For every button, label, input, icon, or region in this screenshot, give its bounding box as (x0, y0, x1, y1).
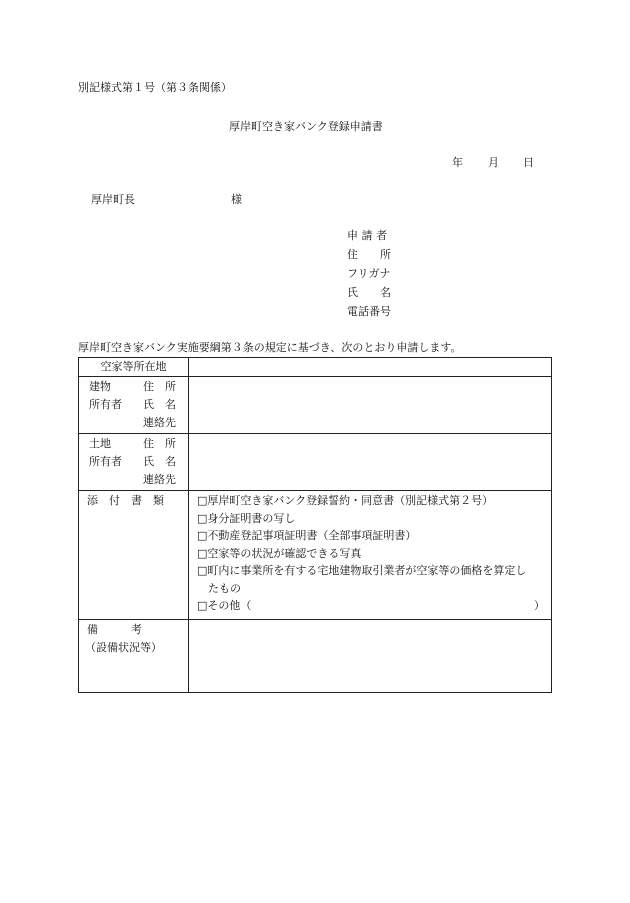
other-close: ） (534, 599, 545, 612)
attachments-label: 添 付 書 類 (87, 494, 164, 507)
land-name-label: 氏 名 (143, 455, 176, 468)
building-owner-field[interactable] (189, 377, 552, 434)
land-address-label: 住 所 (143, 437, 176, 450)
remarks-label-cell (79, 620, 189, 693)
other-open: □その他（ (197, 599, 252, 612)
location-field[interactable] (189, 358, 552, 377)
location-label: 空家等所在地 (100, 360, 167, 373)
remarks-sublabel: （設備状況等） (85, 641, 162, 654)
attachment-item[interactable]: □身分証明書の写し (197, 511, 296, 525)
page-title: 厚岸町空き家バンク登録申請書 (229, 120, 383, 133)
land-label: 土地 (89, 437, 111, 450)
building-label: 建物 (89, 380, 111, 393)
land-owner-label-cell (79, 434, 189, 491)
applicant-name-label: 氏 名 (347, 286, 391, 299)
attachment-item[interactable]: □厚岸町空き家バンク登録誓約・同意書（別記様式第２号） (197, 494, 494, 507)
building-owner-label-cell (79, 377, 189, 434)
land-owner-label: 所有者 (89, 455, 122, 468)
attachments-cell (189, 491, 552, 620)
application-statement: 厚岸町空き家バンク実施要綱第３条の規定に基づき、次のとおり申請します。 (78, 341, 462, 354)
applicant-furigana-label: フリガナ (347, 267, 391, 280)
building-address-label: 住 所 (143, 380, 176, 393)
building-owner-label: 所有者 (89, 398, 122, 411)
building-contact-label: 連絡先 (143, 416, 176, 429)
attachment-item-continuation: たもの (208, 581, 241, 595)
application-table (78, 357, 552, 693)
applicant-address-label: 住 所 (347, 248, 391, 261)
honorific: 様 (231, 193, 242, 206)
land-contact-label: 連絡先 (143, 473, 176, 486)
attachments-label-cell (79, 491, 189, 620)
attachment-item[interactable]: □不動産登記事項証明書（全部事項証明書） (197, 529, 417, 542)
land-owner-field[interactable] (189, 434, 552, 491)
applicant-phone-label: 電話番号 (347, 305, 391, 318)
attachment-item[interactable]: □町内に事業所を有する宅地建物取引業者が空家等の価格を算定し (197, 564, 527, 577)
building-name-label: 氏 名 (143, 398, 176, 411)
date-month-label: 月 (488, 156, 499, 169)
form-reference: 別記様式第１号（第３条関係） (78, 81, 232, 94)
addressee: 厚岸町長 (91, 193, 135, 206)
attachment-item[interactable]: □空家等の状況が確認できる写真 (197, 546, 362, 560)
applicant-label: 申 請 者 (347, 229, 387, 242)
attachment-item-other[interactable] (197, 597, 551, 615)
date-year-label: 年 (452, 156, 463, 169)
date-day-label: 日 (523, 156, 534, 169)
remarks-label: 備 考 (87, 623, 142, 636)
location-label-cell (79, 358, 189, 377)
remarks-field[interactable] (189, 620, 552, 693)
